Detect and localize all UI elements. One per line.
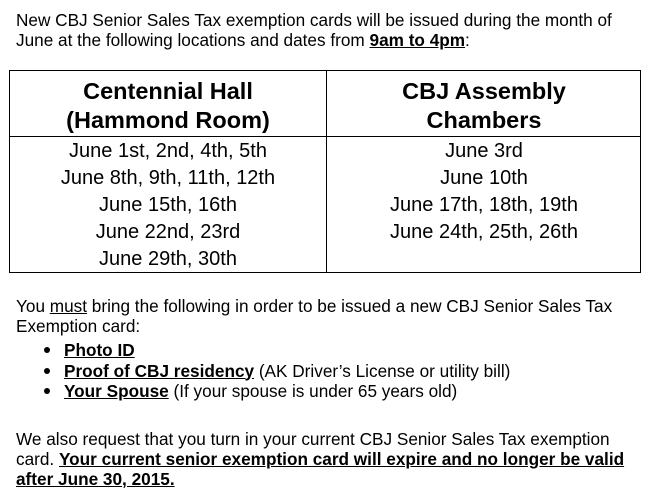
requirement-label: Proof of CBJ residency: [64, 360, 255, 381]
date-line: June 1st, 2nd, 4th, 5th: [69, 140, 267, 162]
date-line: June 22nd, 23rd: [95, 221, 241, 243]
location-room: Chambers: [426, 107, 542, 133]
requirements-intro-before: You: [16, 296, 50, 316]
date-line: June 10th: [440, 167, 528, 189]
list-item: [44, 361, 510, 382]
date-line: June 15th, 16th: [99, 194, 237, 216]
location-header: [10, 71, 326, 137]
date-line: June 3rd: [445, 140, 523, 162]
requirement-label: Photo ID: [64, 340, 135, 360]
date-list: [10, 137, 326, 273]
requirements-list: [44, 340, 510, 402]
date-line: June 17th, 18th, 19th: [390, 194, 578, 216]
requirement-note: (AK Driver’s License or utility bill): [254, 360, 511, 381]
location-name: CBJ Assembly: [402, 78, 566, 104]
location-room: (Hammond Room): [66, 107, 270, 133]
date-line: June 29th, 30th: [99, 248, 237, 270]
location-column-centennial-hall: [10, 71, 326, 272]
bullet-icon: [44, 347, 50, 353]
requirements-intro-must: must: [49, 296, 88, 316]
date-line: June 24th, 25th, 26th: [390, 221, 578, 243]
intro-end: :: [465, 30, 470, 50]
date-line: June 8th, 9th, 11th, 12th: [60, 167, 276, 189]
intro-time: 9am to 4pm: [369, 30, 466, 50]
location-name: Centennial Hall: [83, 78, 253, 104]
request-text: We also request that you turn in your current CBJ Senior Sales Tax exemption card.: [16, 429, 610, 469]
list-item: [44, 340, 510, 361]
bullet-icon: [44, 368, 50, 374]
bullet-icon: [44, 388, 50, 394]
requirements-intro-after: bring the following in order to be issued a new CBJ Senior Sales Tax Exemption card:: [16, 296, 613, 336]
request-paragraph: [16, 429, 646, 489]
location-column-assembly-chambers: [326, 71, 641, 272]
list-item: [44, 381, 510, 402]
requirement-label: Your Spouse: [64, 381, 169, 401]
location-header: [327, 71, 641, 137]
requirement-note: (If your spouse is under 65 years old): [168, 381, 458, 401]
intro-paragraph: [16, 10, 646, 50]
schedule-table: [9, 70, 641, 273]
requirements-intro: [16, 296, 646, 336]
expiration-warning: Your current senior exemption card will expire and no longer be valid after June 30, 2015.: [16, 449, 625, 489]
intro-text: New CBJ Senior Sales Tax exemption cards will be issued during the month of June at the following locations and dates from: [16, 10, 612, 50]
date-list: [327, 137, 641, 246]
